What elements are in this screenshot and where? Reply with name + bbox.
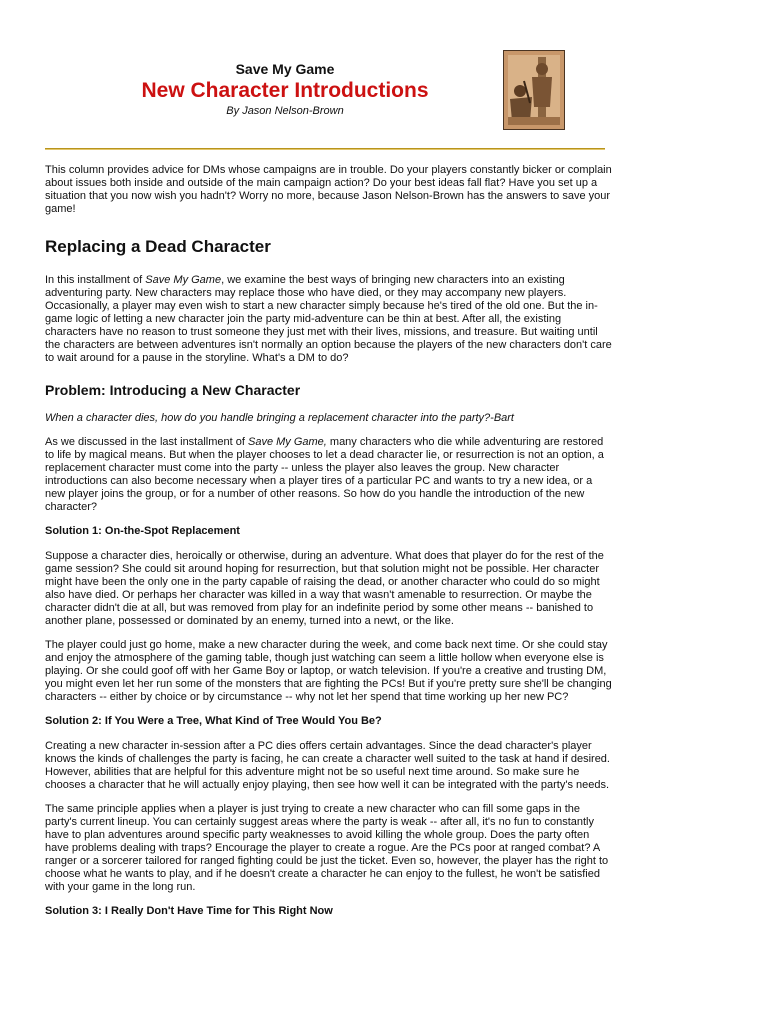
author-byline: By Jason Nelson-Brown [226,105,344,117]
article-header [45,60,525,119]
solution-1-heading: Solution 1: On-the-Spot Replacement [45,525,240,537]
solution-3-heading: Solution 3: I Really Don't Have Time for This Right Now [45,905,333,917]
intro-paragraph: This column provides advice for DMs whose campaigns are in trouble. Do your players constantly bicker or complain about issues both inside and outside of the main campaign action? Do your best ideas fall flat? Have you set up a situation that you now wish you hadn't? Worry no more, because Jason Nelson-Brown has the answers to save your game! [45,164,612,215]
solution-2-paragraph-1: Creating a new character in-session after a PC dies offers certain advantages. Since the dead character's player knows the kinds of challenges the party is facing, he can create a character well suited to the task at hand if desired. However, abilities that are helpful for this adventure might not be so useful next time around. So make sure he chooses a character that he will actually enjoy playing, then see how well it can be integrated with the party's needs. [45,740,610,791]
reader-question: When a character dies, how do you handle bringing a replacement character into the party?-Bart [45,412,514,424]
header-divider [45,148,605,150]
header-illustration [503,50,565,130]
section-paragraph: In this installment of Save My Game, we examine the best ways of bringing new characters into an existing adventuring party. New characters may replace those who have died, or they may accompany new players. Occasionally, a player may even wish to start a new character simply because he's tired of the old one. But the in-game logic of letting a new character join the party mid-adventure can be thin at best. After all, the existing characters have no reason to trust someone they just met with their lives, missions, and treasure. But waiting until the characters are between adventures isn't normally an option because the players of the new characters don't care to wait around for a pause in the storyline. What's a DM to do? [45,274,612,364]
solution-1-paragraph-2: The player could just go home, make a new character during the week, and come back next time. Or she could stay and enjoy the atmosphere of the gaming table, though just watching can seem a little hollow when everyone else is playing. Or she could goof off with her Game Boy or laptop, or watch television. If you're a creative and trusting DM, you might even let her run some of the monsters that are fighting the PCs! But if you're pretty sure she'll be changing characters -- either by choice or by circumstance -- why not let her spend that time working up her new PC? [45,639,612,703]
problem-heading: Problem: Introducing a New Character [45,382,301,398]
series-title: Save My Game [235,61,335,77]
solution-2-heading: Solution 2: If You Were a Tree, What Kind of Tree Would You Be? [45,715,382,727]
solution-2-paragraph-2: The same principle applies when a player is just trying to create a new character who can fill some gaps in the party's current lineup. You can certainly suggest areas where the party is weak -- after all, it's no fun to constantly have to plan adventures around specific party weaknesses to avoid killing the whole group. Does the party often have problems dealing with traps? Encourage the player to create a rogue. Are the PCs poor at ranged combat? A ranger or a sorcerer tailored for ranged fighting could be just the ticket. Even so, however, the player has the right to choose what he wants to play, and if he doesn't create a character he can enjoy to the fullest, he won't be satisfied with your game in the long run. [45,803,609,893]
article-body [45,164,615,930]
problem-paragraph: As we discussed in the last installment of Save My Game, many characters who die while adventuring are restored to life by magical means. But when the player chooses to let a dead character lie, or resurrection is not an option, a replacement character must come into the party -- unless the player also leaves the group. New character introductions can also become necessary when a player tires of a particular PC and wants to try a new idea, or a new player joins the group, or for a number of other reasons. So how do you handle the introduction of the new character? [45,436,604,513]
section-heading: Replacing a Dead Character [45,237,271,256]
article-title: New Character Introductions [141,79,429,102]
solution-1-paragraph-1: Suppose a character dies, heroically or otherwise, during an adventure. What does that player do for the rest of the game session? She could sit around hoping for resurrection, but that solution might not be possible. Her character might have been the only one in the party capable of raising the dead, or another character who could do so might also have died. Or perhaps her character was killed in a way that wasn't amenable to resurrection. Or maybe the character didn't die at all, but was removed from play for an indefinite period by some other means -- banished to another plane, possessed or dominated by an enemy, turned into a newt, or the like. [45,550,604,627]
